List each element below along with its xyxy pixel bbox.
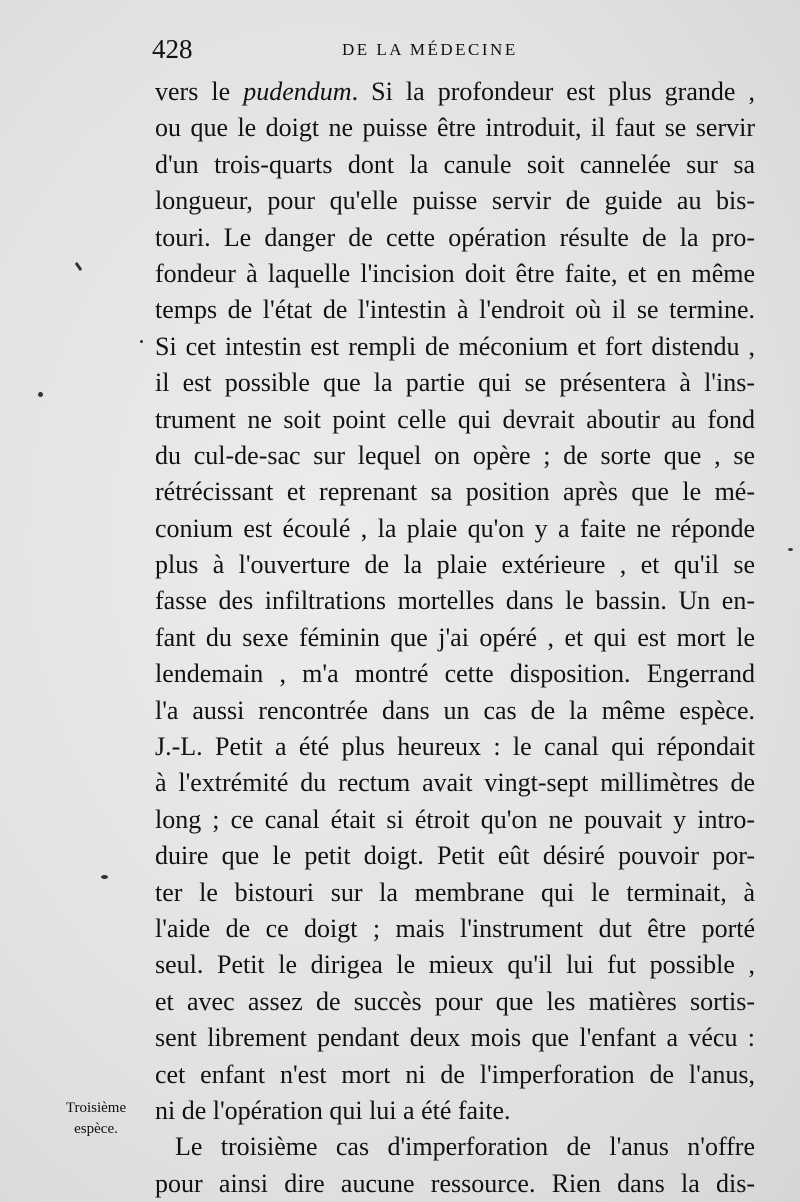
text-line: ou que le doigt ne puisse être introduit, il faut se servir: [155, 113, 755, 143]
page-header: [152, 34, 752, 74]
text-line: fant du sexe féminin que j'ai opéré , et qui est mort le: [155, 622, 755, 652]
text-line: trument ne soit point celle qui devrait aboutir au fond: [155, 404, 755, 434]
text-line-paragraph-end: ni de l'opération qui lui a été faite.: [155, 1095, 511, 1125]
text-line: Si cet intestin est rempli de méconium et fort distendu ,: [155, 331, 755, 361]
margin-note: [46, 1098, 146, 1140]
text-line: il est possible que la partie qui se présentera à l'ins-: [155, 368, 755, 398]
text-line: touri. Le danger de cette opération résulte de la pro-: [155, 222, 755, 252]
text-line: sent librement pendant deux mois que l'enfant a vécu :: [155, 1023, 755, 1053]
ink-speck: [788, 548, 793, 551]
text-line: cet enfant n'est mort ni de l'imperforation de l'anus,: [155, 1059, 755, 1089]
text-line: à l'extrémité du rectum avait vingt-sept millimètres de: [155, 768, 755, 798]
ink-speck: [38, 392, 43, 397]
text-line: longueur, pour qu'elle puisse servir de guide au bis-: [155, 186, 755, 216]
text-line-paragraph-start: Le troisième cas d'imperforation de l'anus n'offre: [175, 1132, 755, 1162]
page-number: 428: [152, 34, 193, 64]
text-line: pour ainsi dire aucune ressource. Rien dans la dis-: [155, 1168, 755, 1198]
text-line: ter le bistouri sur la membrane qui le terminait, à: [155, 877, 755, 907]
text-line: et avec assez de succès pour que les matières sortis-: [155, 986, 755, 1016]
ink-speck: [75, 262, 83, 271]
text-line: d'un trois-quarts dont la canule soit cannelée sur sa: [155, 149, 755, 179]
text-line: conium est écoulé , la plaie qu'on y a faite ne réponde: [155, 513, 755, 543]
ink-speck: [101, 875, 108, 879]
ink-speck: [140, 340, 143, 343]
text-line: J.-L. Petit a été plus heureux : le canal qui répondait: [155, 732, 755, 762]
text-line-1: [155, 74, 755, 110]
text-line: fondeur à laquelle l'incision doit être faite, et en même: [155, 258, 755, 288]
text-line: seul. Petit le dirigea le mieux qu'il lui fut possible ,: [155, 950, 755, 980]
text-line: long ; ce canal était si étroit qu'on ne pouvait y intro-: [155, 804, 755, 834]
text-line: l'a aussi rencontrée dans un cas de la même espèce.: [155, 695, 755, 725]
italic-term: pudendum: [243, 77, 352, 106]
text-line: du cul-de-sac sur lequel on opère ; de sorte que , se: [155, 440, 755, 470]
text-line: fasse des infiltrations mortelles dans le bassin. Un en-: [155, 586, 755, 616]
text-line: l'aide de ce doigt ; mais l'instrument dut être porté: [155, 913, 755, 943]
text-line-1-end: . Si la profondeur est plus grande ,: [351, 77, 755, 106]
text-line: lendemain , m'a montré cette disposition. Engerrand: [155, 659, 755, 689]
text-line-1-start: vers le: [155, 77, 244, 106]
margin-note-line: Troisième: [65, 1100, 127, 1116]
running-head: DE LA MÉDECINE: [342, 40, 518, 59]
text-line: duire que le petit doigt. Petit eût désiré pouvoir por-: [155, 841, 755, 871]
text-line: plus à l'ouverture de la plaie extérieure , et qu'il se: [155, 550, 755, 580]
text-line: temps de l'état de l'intestin à l'endroit où il se termine.: [155, 295, 755, 325]
body-text: [155, 74, 755, 1202]
margin-note-line: espèce.: [74, 1121, 118, 1137]
text-line: rétrécissant et reprenant sa position après que le mé-: [155, 477, 755, 507]
